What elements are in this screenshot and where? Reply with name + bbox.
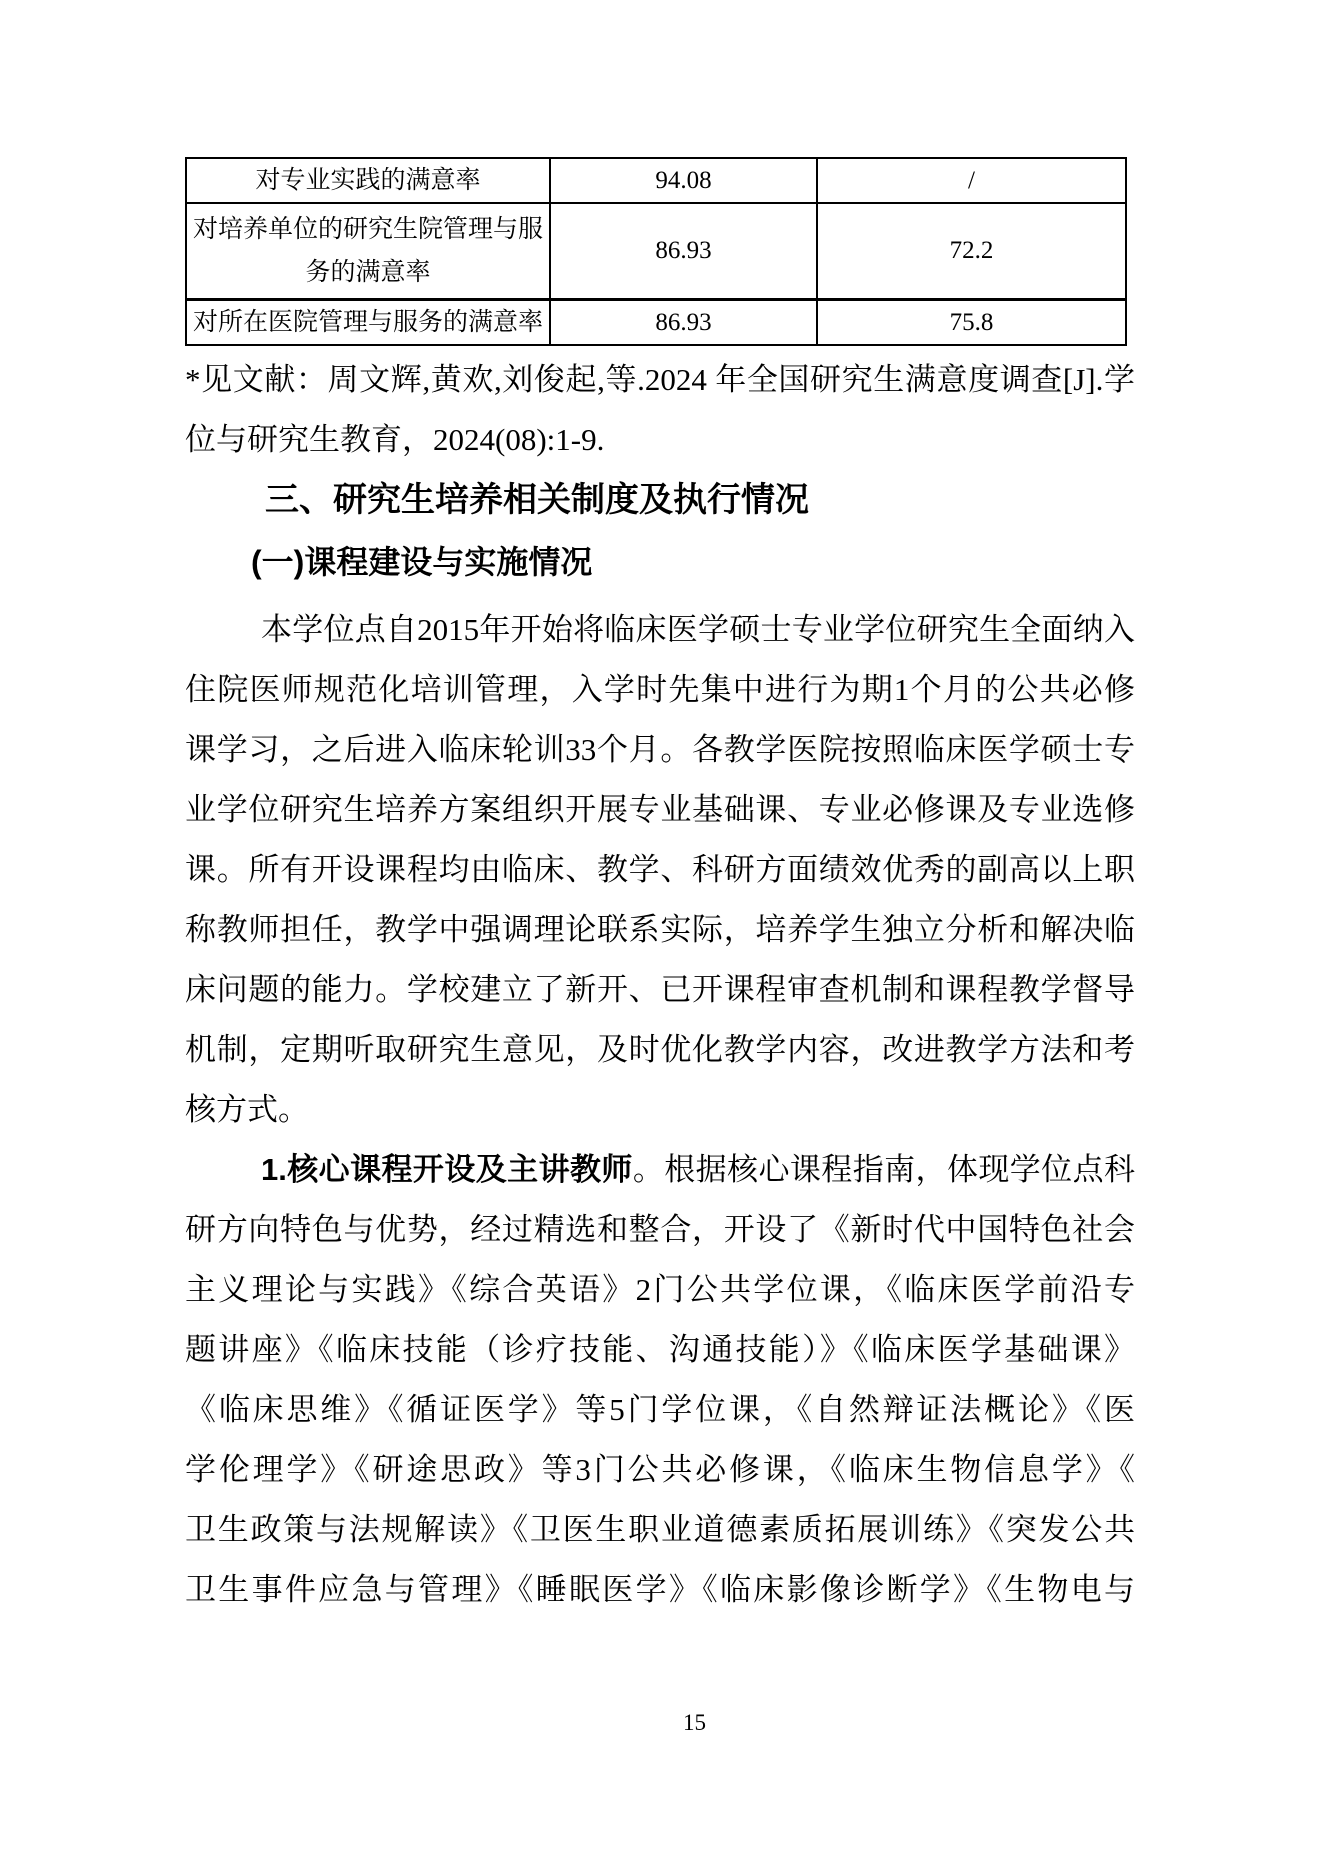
- body-line: [185, 1140, 1135, 1200]
- subsection-heading: (一)课程建设与实施情况: [251, 543, 593, 580]
- core-course-lead: 1.核心课程开设及主讲教师: [261, 1151, 633, 1187]
- table-cell-value: /: [817, 158, 1126, 203]
- body-line: 课。所有开设课程均由临床、教学、科研方面绩效优秀的副高以上职: [185, 851, 1135, 887]
- body-line: 学伦理学》《研途思政》等3门公共必修课，《临床生物信息学》《: [185, 1451, 1135, 1487]
- body-line: 《临床思维》《循证医学》等5门学位课，《自然辩证法概论》《医: [185, 1391, 1135, 1427]
- table-cell-value: 75.8: [817, 299, 1126, 345]
- body-line: 核方式。: [185, 1091, 309, 1127]
- table-cell-value: 72.2: [817, 203, 1126, 299]
- body-line: 卫生政策与法规解读》《卫医生职业道德素质拓展训练》《突发公共: [185, 1511, 1135, 1547]
- page-number: 15: [683, 1710, 706, 1735]
- section-heading: 三、研究生培养相关制度及执行情况: [265, 480, 809, 519]
- footnote-line: 位与研究生教育，2024(08):1-9.: [185, 421, 605, 457]
- body-line: 主义理论与实践》《综合英语》2门公共学位课，《临床医学前沿专: [185, 1271, 1135, 1307]
- paragraph-course-overview: [185, 600, 1135, 1140]
- table-cell-label: 对所在医院管理与服务的满意率: [186, 299, 550, 345]
- body-line: 研方向特色与优势，经过精选和整合，开设了《新时代中国特色社会: [185, 1211, 1135, 1247]
- body-line: 卫生事件应急与管理》《睡眠医学》《临床影像诊断学》《生物电与: [185, 1571, 1135, 1607]
- table-row: [186, 203, 1126, 299]
- body-line: 本学位点自2015年开始将临床医学硕士专业学位研究生全面纳入: [261, 611, 1135, 647]
- table-row: [186, 299, 1126, 345]
- body-line: 题讲座》《临床技能（诊疗技能、沟通技能）》《临床医学基础课》: [185, 1331, 1135, 1367]
- body-line: 业学位研究生培养方案组织开展专业基础课、专业必修课及专业选修: [185, 791, 1135, 827]
- body-line: 称教师担任，教学中强调理论联系实际，培养学生独立分析和解决临: [185, 911, 1135, 947]
- table-cell-value: 86.93: [550, 299, 817, 345]
- body-line: 机制，定期听取研究生意见，及时优化教学内容，改进教学方法和考: [185, 1031, 1135, 1067]
- citation-footnote: [185, 350, 1135, 470]
- footnote-line: *见文献：周文辉,黄欢,刘俊起,等.2024 年全国研究生满意度调查[J].学: [185, 361, 1135, 397]
- table-cell-value: 94.08: [550, 158, 817, 203]
- table-cell-label: 对专业实践的满意率: [186, 158, 550, 203]
- table-row: [186, 158, 1126, 203]
- body-line: 床问题的能力。学校建立了新开、已开课程审查机制和课程教学督导: [185, 971, 1135, 1007]
- table-cell-value: 86.93: [550, 203, 817, 299]
- body-line: 住院医师规范化培训管理，入学时先集中进行为期1个月的公共必修: [185, 671, 1135, 707]
- paragraph-core-courses: [185, 1140, 1135, 1620]
- satisfaction-table: [185, 157, 1127, 346]
- body-text: 。根据核心课程指南，体现学位点科: [632, 1151, 1136, 1187]
- table-cell-label: 对培养单位的研究生院管理与服务的满意率: [186, 203, 550, 299]
- body-line: 课学习，之后进入临床轮训33个月。各教学医院按照临床医学硕士专: [185, 731, 1135, 767]
